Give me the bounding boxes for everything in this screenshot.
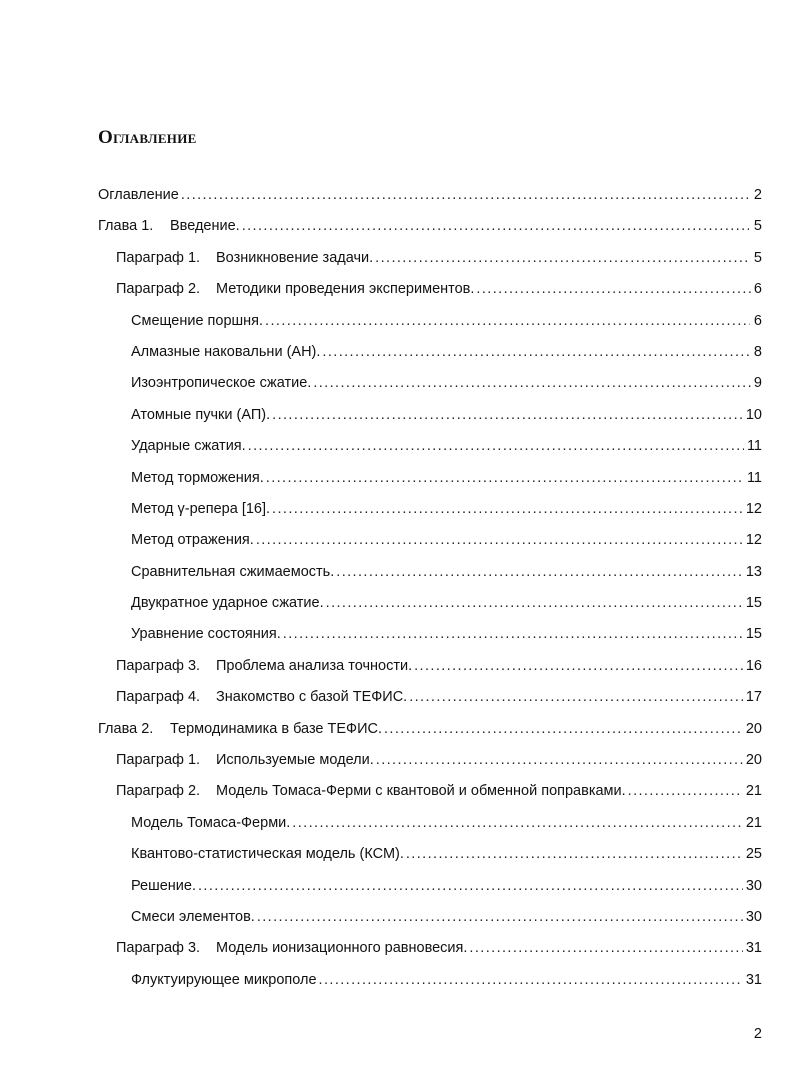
toc-entry-page: 30	[745, 908, 762, 925]
dot-leader	[476, 274, 751, 305]
toc-entry-page: 13	[745, 563, 762, 580]
dot-leader	[326, 588, 743, 619]
toc-entry-page: 11	[746, 469, 762, 486]
page-number: 2	[753, 1026, 762, 1042]
toc-entry[interactable]	[0, 180, 798, 211]
dot-leader	[414, 651, 743, 682]
toc-entry-label	[131, 306, 263, 337]
toc-entry[interactable]	[0, 651, 798, 682]
toc-entry-label	[131, 494, 270, 525]
toc-entry-page: 11	[746, 438, 762, 455]
toc-entry-text: Термодинамика в базе ТЕФИС.	[170, 720, 382, 737]
toc-entry-page: 20	[745, 720, 762, 737]
toc-entry-page: 6	[753, 281, 762, 298]
toc-entry-number: Параграф 2.	[116, 281, 201, 298]
dot-leader	[384, 714, 743, 745]
toc-entry-page: 17	[745, 689, 762, 706]
toc-entry-number: Параграф 4.	[116, 689, 201, 706]
toc-entry-label	[131, 525, 254, 556]
dot-leader	[242, 211, 750, 242]
toc-entry-page: 10	[745, 406, 762, 423]
toc-entry-text: Алмазные наковальни (АН).	[131, 343, 321, 360]
toc-entry-number: Глава 2.	[98, 720, 154, 737]
toc-entry-page: 20	[745, 752, 762, 769]
dot-leader	[375, 243, 751, 274]
toc-entry-text: Модель Томаса-Ферми.	[131, 814, 291, 831]
toc-entry-page: 12	[745, 532, 762, 549]
toc-entry[interactable]	[0, 619, 798, 650]
toc-entry[interactable]	[0, 211, 798, 242]
toc-entry[interactable]	[0, 463, 798, 494]
toc-entry-label	[116, 274, 474, 305]
dot-leader	[376, 745, 743, 776]
toc-entry-text: Решение.	[131, 877, 196, 894]
toc-entry-page: 15	[745, 595, 762, 612]
toc-entry[interactable]	[0, 871, 798, 902]
toc-entry[interactable]	[0, 400, 798, 431]
toc-entry-page: 16	[745, 657, 762, 674]
toc-entry-text: Знакомство с базой ТЕФИС.	[216, 689, 408, 706]
toc-entry-page: 15	[745, 626, 762, 643]
toc-entry-text: Атомные пучки (АП).	[131, 406, 271, 423]
toc-entry-page: 30	[745, 877, 762, 894]
dot-leader	[319, 965, 743, 996]
toc-entry-number: Параграф 1.	[116, 752, 201, 769]
toc-entry-number: Параграф 3.	[116, 940, 201, 957]
toc-entry-text: Двукратное ударное сжатие.	[131, 595, 324, 612]
toc-entry-text: Флуктуирующее микрополе	[131, 971, 317, 988]
toc-entry-label	[98, 211, 240, 242]
toc-entry[interactable]	[0, 588, 798, 619]
toc-entry-label	[131, 400, 270, 431]
toc-entry-label	[116, 243, 373, 274]
toc-entry-label	[116, 745, 374, 776]
dot-leader	[266, 463, 744, 494]
toc-entry-text: Используемые модели.	[216, 752, 374, 769]
toc-entry-label	[131, 463, 264, 494]
dot-leader	[322, 337, 750, 368]
dot-leader	[283, 619, 743, 650]
toc-entry-label	[131, 839, 404, 870]
toc-entry-page: 12	[745, 500, 762, 517]
toc-entry[interactable]	[0, 714, 798, 745]
toc-entry-label	[116, 651, 412, 682]
toc-entry-label	[131, 557, 334, 588]
toc-entry[interactable]	[0, 494, 798, 525]
dot-leader	[257, 902, 743, 933]
toc-entry-label	[131, 902, 255, 933]
toc-entry-number: Параграф 1.	[116, 249, 201, 266]
toc-entry-label	[116, 682, 407, 713]
toc-entry-label	[98, 180, 179, 211]
toc-entry[interactable]	[0, 745, 798, 776]
toc-entry-label	[131, 619, 281, 650]
toc-entry-text: Квантово-статистическая модель (КСМ).	[131, 846, 404, 863]
toc-entry[interactable]	[0, 243, 798, 274]
toc-entry-label	[116, 776, 626, 807]
toc-entry[interactable]	[0, 368, 798, 399]
toc-entry-label	[131, 871, 196, 902]
toc-entry[interactable]	[0, 525, 798, 556]
toc-entry[interactable]	[0, 682, 798, 713]
dot-leader	[469, 933, 742, 964]
toc-entry-text: Возникновение задачи.	[216, 249, 374, 266]
toc-entry-number: Параграф 3.	[116, 657, 201, 674]
toc-entry-label	[131, 808, 290, 839]
toc-entry[interactable]	[0, 808, 798, 839]
dot-leader	[272, 494, 743, 525]
dot-leader	[248, 431, 744, 462]
dot-leader	[313, 368, 750, 399]
toc-entry-text: Оглавление	[98, 187, 179, 203]
dot-leader	[628, 776, 743, 807]
toc-entry-page: 2	[753, 187, 762, 203]
toc-entry[interactable]	[0, 965, 798, 996]
dot-leader	[265, 306, 750, 337]
toc-entry-label	[131, 588, 324, 619]
dot-leader	[409, 682, 743, 713]
toc-entry[interactable]	[0, 431, 798, 462]
toc-entry-page: 21	[745, 814, 762, 831]
toc-entry-text: Ударные сжатия.	[131, 438, 246, 455]
toc-entry-text: Введение.	[170, 218, 240, 235]
toc-entry-page: 6	[753, 312, 762, 329]
dot-leader	[272, 400, 743, 431]
toc-entry-text: Смеси элементов.	[131, 908, 255, 925]
toc-entry-label	[131, 368, 311, 399]
toc-entry-page: 5	[753, 249, 762, 266]
toc-entry-page: 31	[745, 971, 762, 988]
toc-entry-number: Глава 1.	[98, 218, 154, 235]
toc-entry[interactable]	[0, 337, 798, 368]
toc-entry-text: Проблема анализа точности.	[216, 657, 413, 674]
toc-entry[interactable]	[0, 776, 798, 807]
dot-leader	[181, 180, 748, 211]
toc-entry-page: 5	[753, 218, 762, 235]
page-title: Оглавление	[98, 127, 197, 148]
toc-entry-label	[116, 933, 467, 964]
toc-entry-label	[98, 714, 382, 745]
toc-entry-page: 31	[745, 940, 762, 957]
toc-entry[interactable]	[0, 933, 798, 964]
dot-leader	[256, 525, 743, 556]
toc-entry-text: Модель ионизационного равновесия.	[216, 940, 468, 957]
toc-entry-page: 9	[753, 375, 762, 392]
toc-entry[interactable]	[0, 839, 798, 870]
toc-entry[interactable]	[0, 902, 798, 933]
dot-leader	[336, 557, 743, 588]
toc-entry-text: Сравнительная сжимаемость.	[131, 563, 335, 580]
toc-entry-text: Метод γ-репера [16].	[131, 500, 271, 517]
toc-entry-text: Методики проведения экспериментов.	[216, 281, 475, 298]
toc-entry[interactable]	[0, 274, 798, 305]
toc-entry-page: 21	[745, 783, 762, 800]
toc-entry-label	[131, 337, 320, 368]
toc-entry-page: 25	[745, 846, 762, 863]
toc-entry-text: Метод торможения.	[131, 469, 264, 486]
toc-entry-page: 8	[753, 343, 762, 360]
table-of-contents	[0, 180, 798, 996]
dot-leader	[292, 808, 743, 839]
toc-entry-text: Уравнение состояния.	[131, 626, 281, 643]
toc-entry-text: Модель Томаса-Ферми с квантовой и обменной поправками.	[216, 783, 626, 800]
toc-entry[interactable]	[0, 557, 798, 588]
dot-leader	[406, 839, 743, 870]
toc-entry-number: Параграф 2.	[116, 783, 201, 800]
toc-entry-text: Метод отражения.	[131, 532, 254, 549]
toc-entry-text: Смещение поршня.	[131, 312, 264, 329]
toc-entry-text: Изоэнтропическое сжатие.	[131, 375, 312, 392]
toc-entry-label	[131, 431, 246, 462]
toc-entry-label	[131, 965, 317, 996]
dot-leader	[198, 871, 743, 902]
toc-entry[interactable]	[0, 306, 798, 337]
